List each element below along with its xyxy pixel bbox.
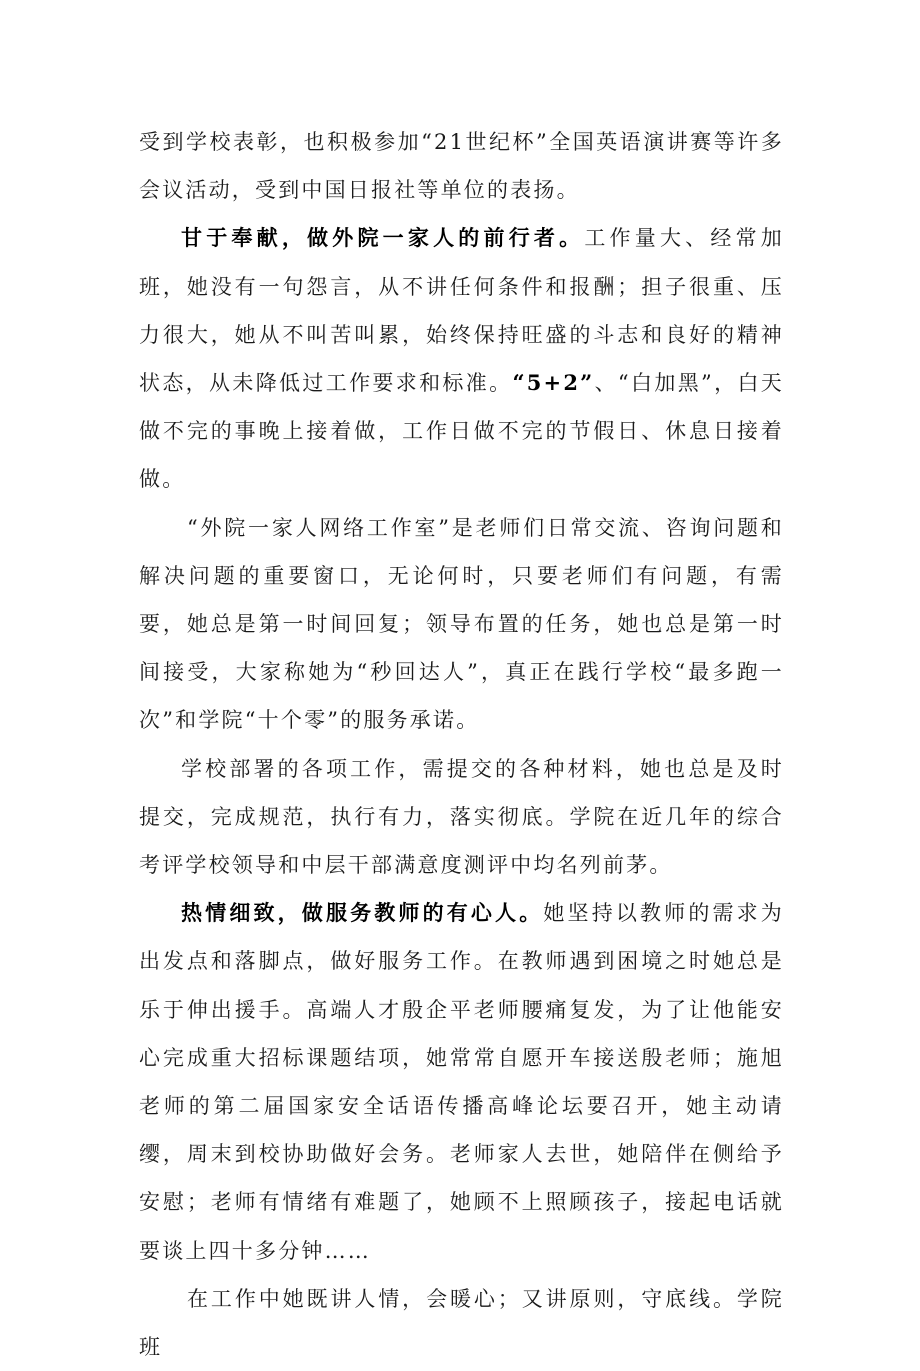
paragraph-dedication xyxy=(139,214,784,503)
paragraph-text: 她坚持以教师的需求为出发点和落脚点，做好服务工作。在教师遇到困境之时她总是乐于伸出援手。高端人才殷企平老师腰痛复发，为了让他能安心完成重大招标课题结项，她常常自愿开车接送殷老师；施旭老师的第二届国家安全话语传播高峰论坛要召开，她主动请缨，周末到校协助做好会务。老师家人去世，她陪伴在侧给予安慰；老师有情绪有难题了，她顾不上照顾孩子，接起电话就要谈上四十多分钟…… xyxy=(139,901,784,1263)
paragraph-text: “外院一家人网络工作室”是老师们日常交流、咨询问题和解决问题的重要窗口，无论何时，只要老师们有问题，有需要，她总是第一时间回复；领导布置的任务，她也总是第一时间接受，大家称她为“秒回达人”，真正在践行学校“最多跑一次”和学院“十个零”的服务承诺。 xyxy=(139,515,784,733)
paragraph-text: 在工作中她既讲人情，会暖心；又讲原则，守底线。学院班 xyxy=(139,1286,784,1360)
paragraph-school-tasks xyxy=(139,745,784,890)
paragraph-principles xyxy=(139,1275,784,1371)
paragraph-lead-heading: 热情细致，做服务教师的有心人。 xyxy=(181,900,544,926)
paragraph-commendation xyxy=(139,118,784,214)
paragraph-bold-phrase: “5+2” xyxy=(512,370,595,396)
paragraph-text: 、“白加黑”，白天做不完的事晚上接着做，工作日做不完的节假日、休息日接着做。 xyxy=(139,371,784,492)
document-body xyxy=(139,118,784,1371)
paragraph-lead-heading: 甘于奉献，做外院一家人的前行者。 xyxy=(181,225,585,251)
paragraph-text: 受到学校表彰，也积极参加“21世纪杯”全国英语演讲赛等许多会议活动，受到中国日报社等单位的表扬。 xyxy=(139,130,784,203)
paragraph-network-studio xyxy=(139,504,784,745)
paragraph-text: 学校部署的各项工作，需提交的各种材料，她也总是及时提交，完成规范，执行有力，落实彻底。学院在近几年的综合考评学校领导和中层干部满意度测评中均名列前茅。 xyxy=(139,756,784,878)
paragraph-service xyxy=(139,889,784,1275)
paragraph-text: 工作量大、经常加班，她没有一句怨言，从不讲任何条件和报酬；担子很重、压力很大，她从不叫苦叫累，始终保持旺盛的斗志和良好的精神状态，从未降低过工作要求和标准。 xyxy=(139,226,785,396)
